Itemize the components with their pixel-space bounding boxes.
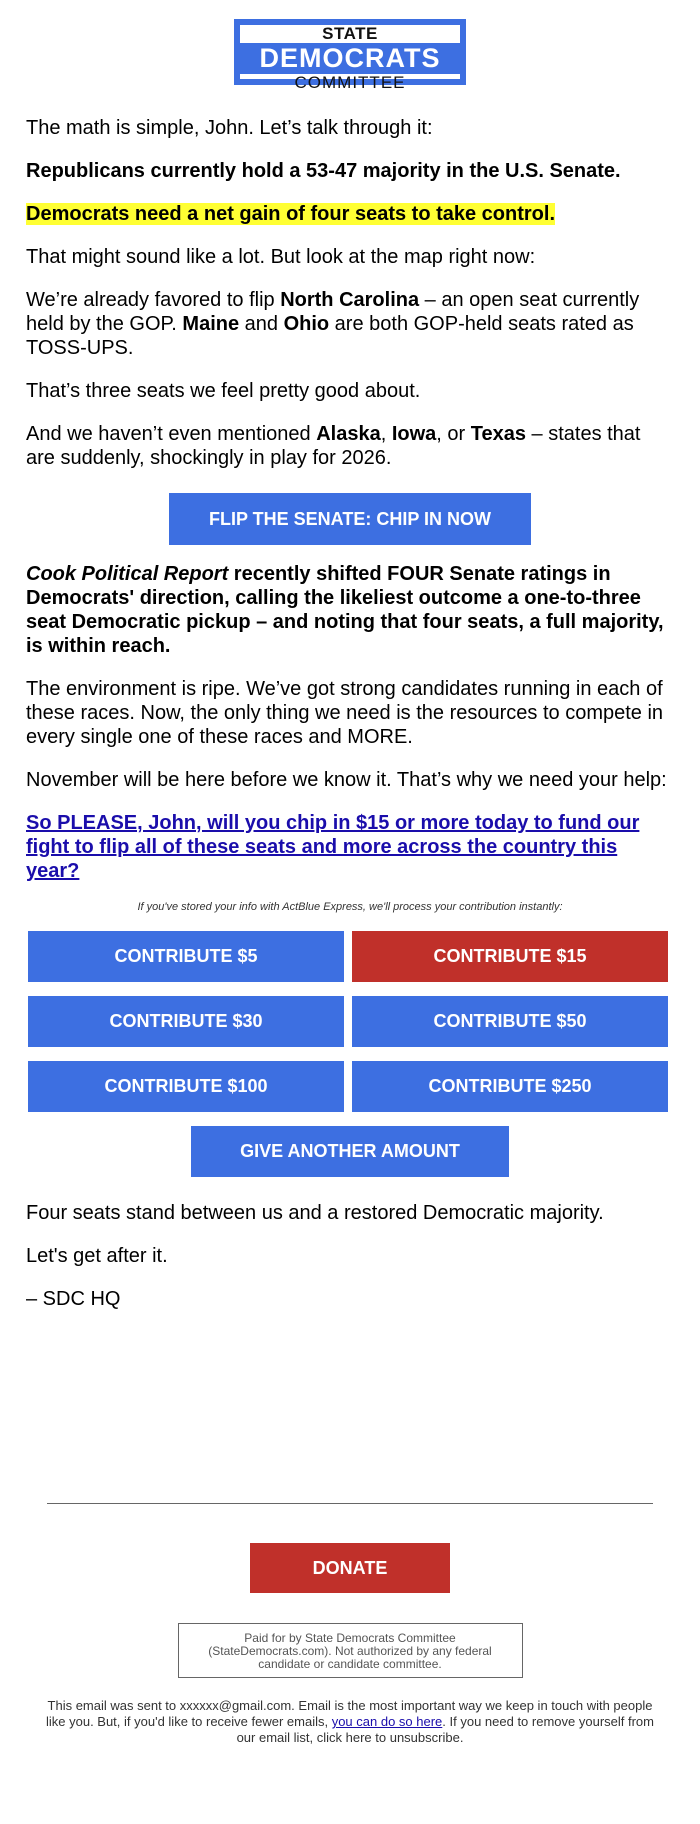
fewer-emails-link[interactable]: you can do so here xyxy=(331,1714,443,1729)
flip-senate-button[interactable]: FLIP THE SENATE: CHIP IN NOW xyxy=(169,493,531,545)
three-seats-text: That’s three seats we feel pretty good about. xyxy=(26,380,421,402)
contribution-buttons xyxy=(28,931,672,1112)
logo-line-committee: COMMITTEE xyxy=(294,73,406,92)
need-paragraph xyxy=(26,202,674,226)
email-body xyxy=(0,19,700,1746)
cook-text: recently shifted FOUR Senate ratings in Democrats' direction, calling the likeliest outcome a one-to-three seat Democratic pickup – and noting that four seats, a full majority, is within reach. xyxy=(26,563,664,657)
environment-text: The environment is ripe. We’ve got strong candidates running in each of these races. Now, the only thing we need is the resources to compete in every single one of these races and MORE. xyxy=(26,678,664,748)
get-after-it-text: Let's get after it. xyxy=(26,1245,168,1267)
logo-line-democrats: DEMOCRATS xyxy=(234,43,466,74)
footer-text xyxy=(40,1698,660,1746)
ask-paragraph xyxy=(26,811,674,883)
state-texas: Texas xyxy=(470,423,526,445)
flip-text-1: We’re already favored to flip xyxy=(26,289,281,311)
more-sep-2: , or xyxy=(436,423,471,445)
flip-text-4: are both GOP-held seats rated as TOSS-UPS. xyxy=(26,313,634,359)
state-iowa: Iowa xyxy=(391,423,437,445)
cook-paragraph xyxy=(26,562,674,658)
footer-divider xyxy=(47,1503,653,1504)
footer-unsubscribe-text: . If you need to remove yourself from our email list, click here to unsubscribe. xyxy=(236,1714,654,1745)
contribute-30-button[interactable]: CONTRIBUTE $30 xyxy=(28,996,344,1047)
flip-text-3: and xyxy=(239,313,284,335)
highlighted-need-text: Democrats need a net gain of four seats to take control. xyxy=(26,203,556,225)
state-ohio: Ohio xyxy=(283,313,330,335)
cook-report-title: Cook Political Report xyxy=(26,563,229,585)
more-states-paragraph xyxy=(26,422,674,470)
contribute-100-button[interactable]: CONTRIBUTE $100 xyxy=(28,1061,344,1112)
footer-sent-text: This email was sent to xxxxxx@gmail.com. Email is the most important way we keep in touch with people like you. But, if you'd like to receive fewer emails, xyxy=(45,1698,653,1729)
state-alaska: Alaska xyxy=(316,423,381,445)
signoff-text: – SDC HQ xyxy=(26,1288,121,1310)
closing-text: Four seats stand between us and a restored Democratic majority. xyxy=(26,1202,604,1224)
more-text-1: And we haven’t even mentioned xyxy=(26,423,317,445)
majority-text: Republicans currently hold a 53-47 majority in the U.S. Senate. xyxy=(26,160,621,182)
flip-text-2: – an open seat currently held by the GOP. xyxy=(26,289,640,335)
november-text: November will be here before we know it. That’s why we need your help: xyxy=(26,769,667,791)
more-sep-1: , xyxy=(380,423,392,445)
chip-in-link[interactable]: So PLEASE, John, will you chip in $15 or more today to fund our fight to flip all of these seats and more across the country this year? xyxy=(26,812,640,882)
state-maine: Maine xyxy=(182,313,240,335)
donate-button[interactable]: DONATE xyxy=(250,1543,450,1593)
logo-line-state: STATE xyxy=(322,24,378,43)
contribute-50-button[interactable]: CONTRIBUTE $50 xyxy=(352,996,668,1047)
give-another-amount-button[interactable]: GIVE ANOTHER AMOUNT xyxy=(191,1126,509,1177)
intro-text: The math is simple, John. Let’s talk through it: xyxy=(26,117,433,139)
contribute-250-button[interactable]: CONTRIBUTE $250 xyxy=(352,1061,668,1112)
paid-for-disclaimer: Paid for by State Democrats Committee (StateDemocrats.com). Not authorized by any federal candidate or candidate committee. xyxy=(178,1623,523,1678)
map-text: That might sound like a lot. But look at the map right now: xyxy=(26,246,536,268)
more-text-2: – states that are suddenly, shockingly in play for 2026. xyxy=(26,423,641,469)
actblue-express-note: If you've stored your info with ActBlue Express, we'll process your contribution instantly: xyxy=(137,901,563,913)
flip-paragraph xyxy=(26,288,674,360)
state-north-carolina: North Carolina xyxy=(280,289,420,311)
sdc-logo[interactable] xyxy=(234,19,466,92)
contribute-5-button[interactable]: CONTRIBUTE $5 xyxy=(28,931,344,982)
contribute-15-button[interactable]: CONTRIBUTE $15 xyxy=(352,931,668,982)
